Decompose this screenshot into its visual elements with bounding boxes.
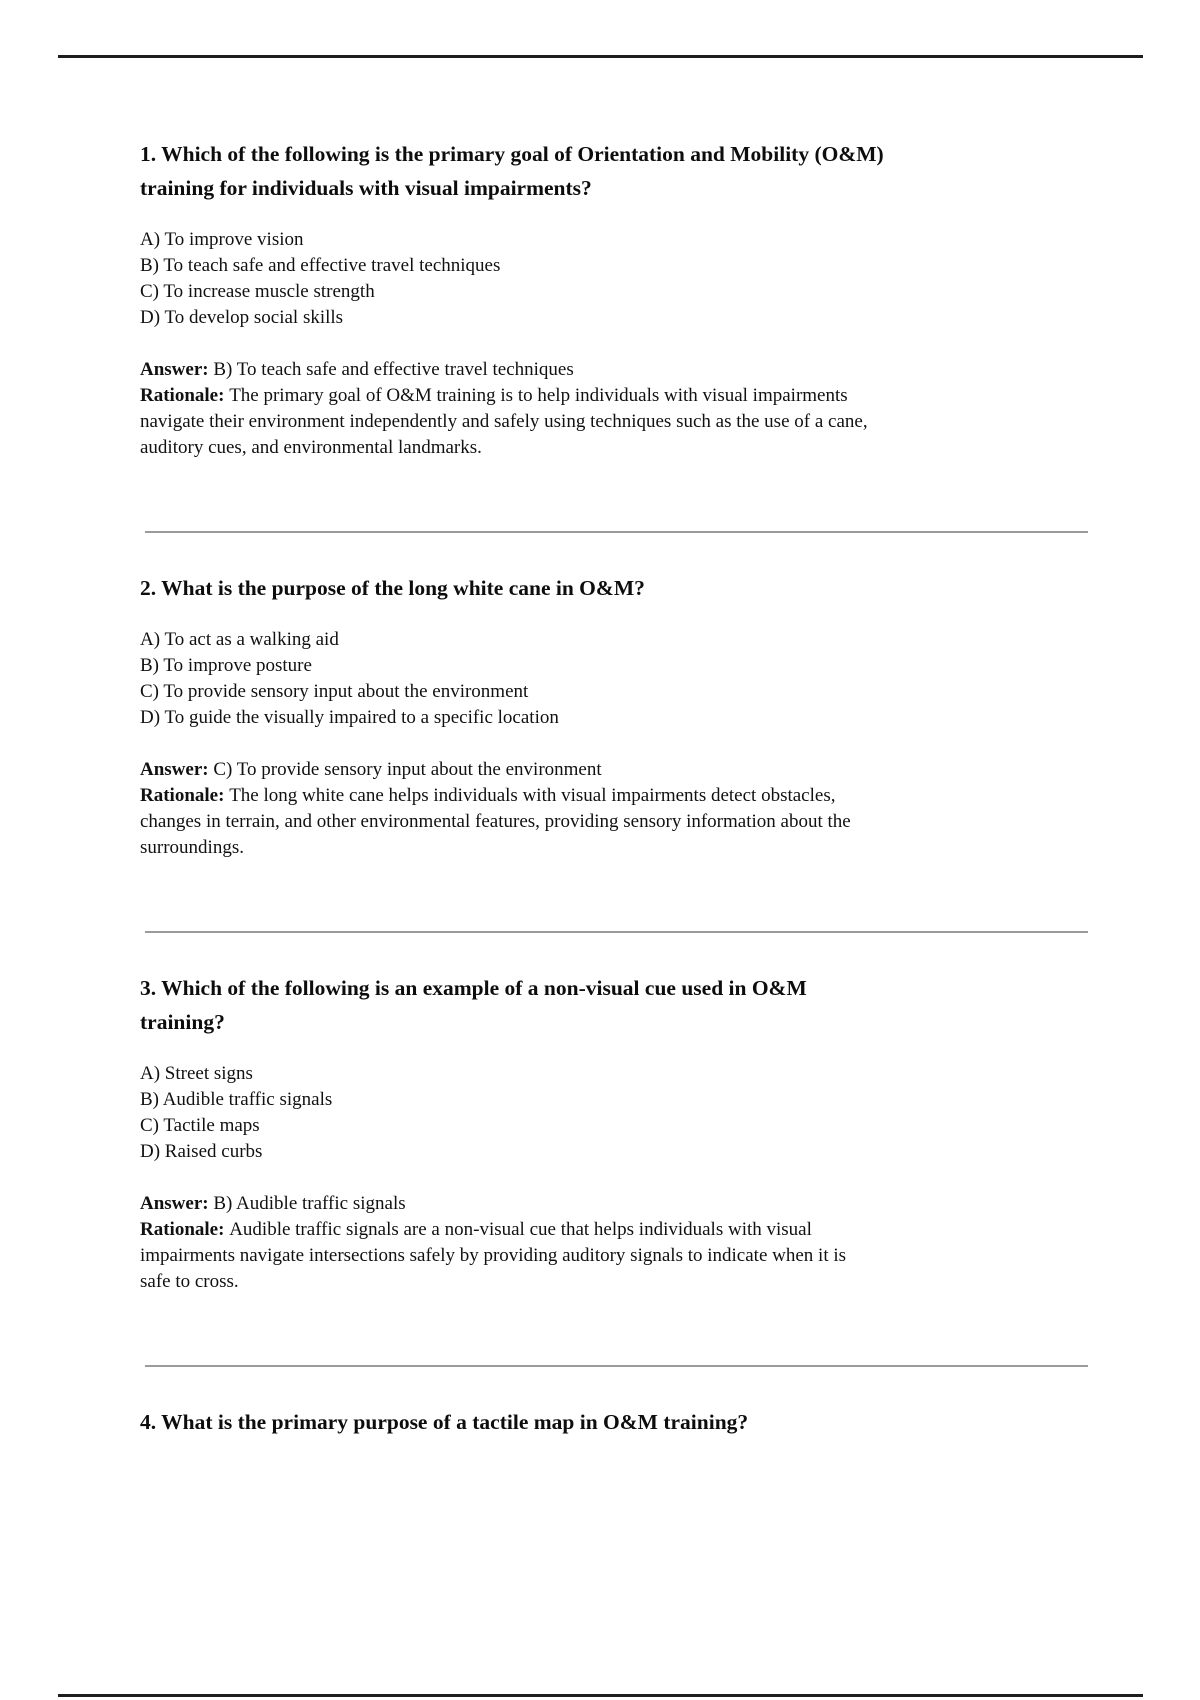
question-title — [140, 971, 1090, 1039]
rationale-line: auditory cues, and environmental landmarks. — [140, 437, 482, 458]
question-block — [140, 137, 1090, 461]
option-line: C) To increase muscle strength — [140, 281, 375, 302]
rationale-line — [140, 783, 1090, 809]
rationale-text: Audible traffic signals are a non-visual cue that helps individuals with visual — [229, 1219, 812, 1240]
rationale-line — [140, 383, 1090, 409]
answer-line — [140, 357, 1090, 383]
rationale-line — [140, 1217, 1090, 1243]
options — [140, 1061, 1090, 1165]
answer-section — [140, 757, 1090, 861]
rationale-line: impairments navigate intersections safely by providing auditory signals to indicate when it is — [140, 1245, 847, 1266]
question-title-line: 3. Which of the following is an example of a non-visual cue used in O&M — [140, 976, 807, 1000]
question-title — [140, 137, 1090, 205]
rationale-label: Rationale: — [140, 1219, 230, 1240]
rationale-line: surroundings. — [140, 837, 244, 858]
option-line: D) To develop social skills — [140, 307, 344, 328]
answer-line — [140, 1191, 1090, 1217]
answer-text: B) To teach safe and effective travel techniques — [213, 359, 574, 380]
question-title-line: training? — [140, 1010, 225, 1034]
rationale-label: Rationale: — [140, 785, 230, 806]
answer-label: Answer: — [140, 359, 214, 380]
answer-text: C) To provide sensory input about the environment — [213, 759, 602, 780]
question-title-line: 1. Which of the following is the primary goal of Orientation and Mobility (O&M) — [140, 142, 884, 166]
answer-section — [140, 357, 1090, 461]
question-title — [140, 571, 1090, 605]
option-line: D) To guide the visually impaired to a specific location — [140, 707, 559, 728]
section-divider — [145, 931, 1088, 933]
answer-section — [140, 1191, 1090, 1295]
section-divider — [145, 1365, 1088, 1367]
rationale-text: The primary goal of O&M training is to help individuals with visual impairments — [229, 385, 848, 406]
question-title — [140, 1405, 1090, 1439]
option-line: B) Audible traffic signals — [140, 1089, 333, 1110]
rationale-line: navigate their environment independently and safely using techniques such as the use of a cane, — [140, 411, 868, 432]
option-line: D) Raised curbs — [140, 1141, 263, 1162]
rationale-line: changes in terrain, and other environmental features, providing sensory information about the — [140, 811, 851, 832]
question-block — [140, 1405, 1090, 1439]
option-line: B) To improve posture — [140, 655, 312, 676]
section-divider — [145, 531, 1088, 533]
option-line: C) Tactile maps — [140, 1115, 260, 1136]
answer-line — [140, 757, 1090, 783]
question-title-line: 2. What is the purpose of the long white cane in O&M? — [140, 576, 645, 600]
answer-label: Answer: — [140, 1193, 214, 1214]
options — [140, 227, 1090, 331]
rationale-label: Rationale: — [140, 385, 230, 406]
options — [140, 627, 1090, 731]
answer-label: Answer: — [140, 759, 214, 780]
questions — [140, 0, 1090, 1461]
option-line: C) To provide sensory input about the environment — [140, 681, 529, 702]
rationale-line: safe to cross. — [140, 1271, 239, 1292]
question-title-line: 4. What is the primary purpose of a tactile map in O&M training? — [140, 1410, 749, 1434]
option-line: A) To improve vision — [140, 229, 304, 250]
option-line: B) To teach safe and effective travel techniques — [140, 255, 501, 276]
question-block — [140, 971, 1090, 1295]
footer-rule — [58, 1694, 1143, 1697]
answer-text: B) Audible traffic signals — [213, 1193, 406, 1214]
question-block — [140, 571, 1090, 861]
option-line: A) Street signs — [140, 1063, 253, 1084]
option-line: A) To act as a walking aid — [140, 629, 339, 650]
rationale-text: The long white cane helps individuals with visual impairments detect obstacles, — [229, 785, 836, 806]
question-title-line: training for individuals with visual impairments? — [140, 176, 592, 200]
